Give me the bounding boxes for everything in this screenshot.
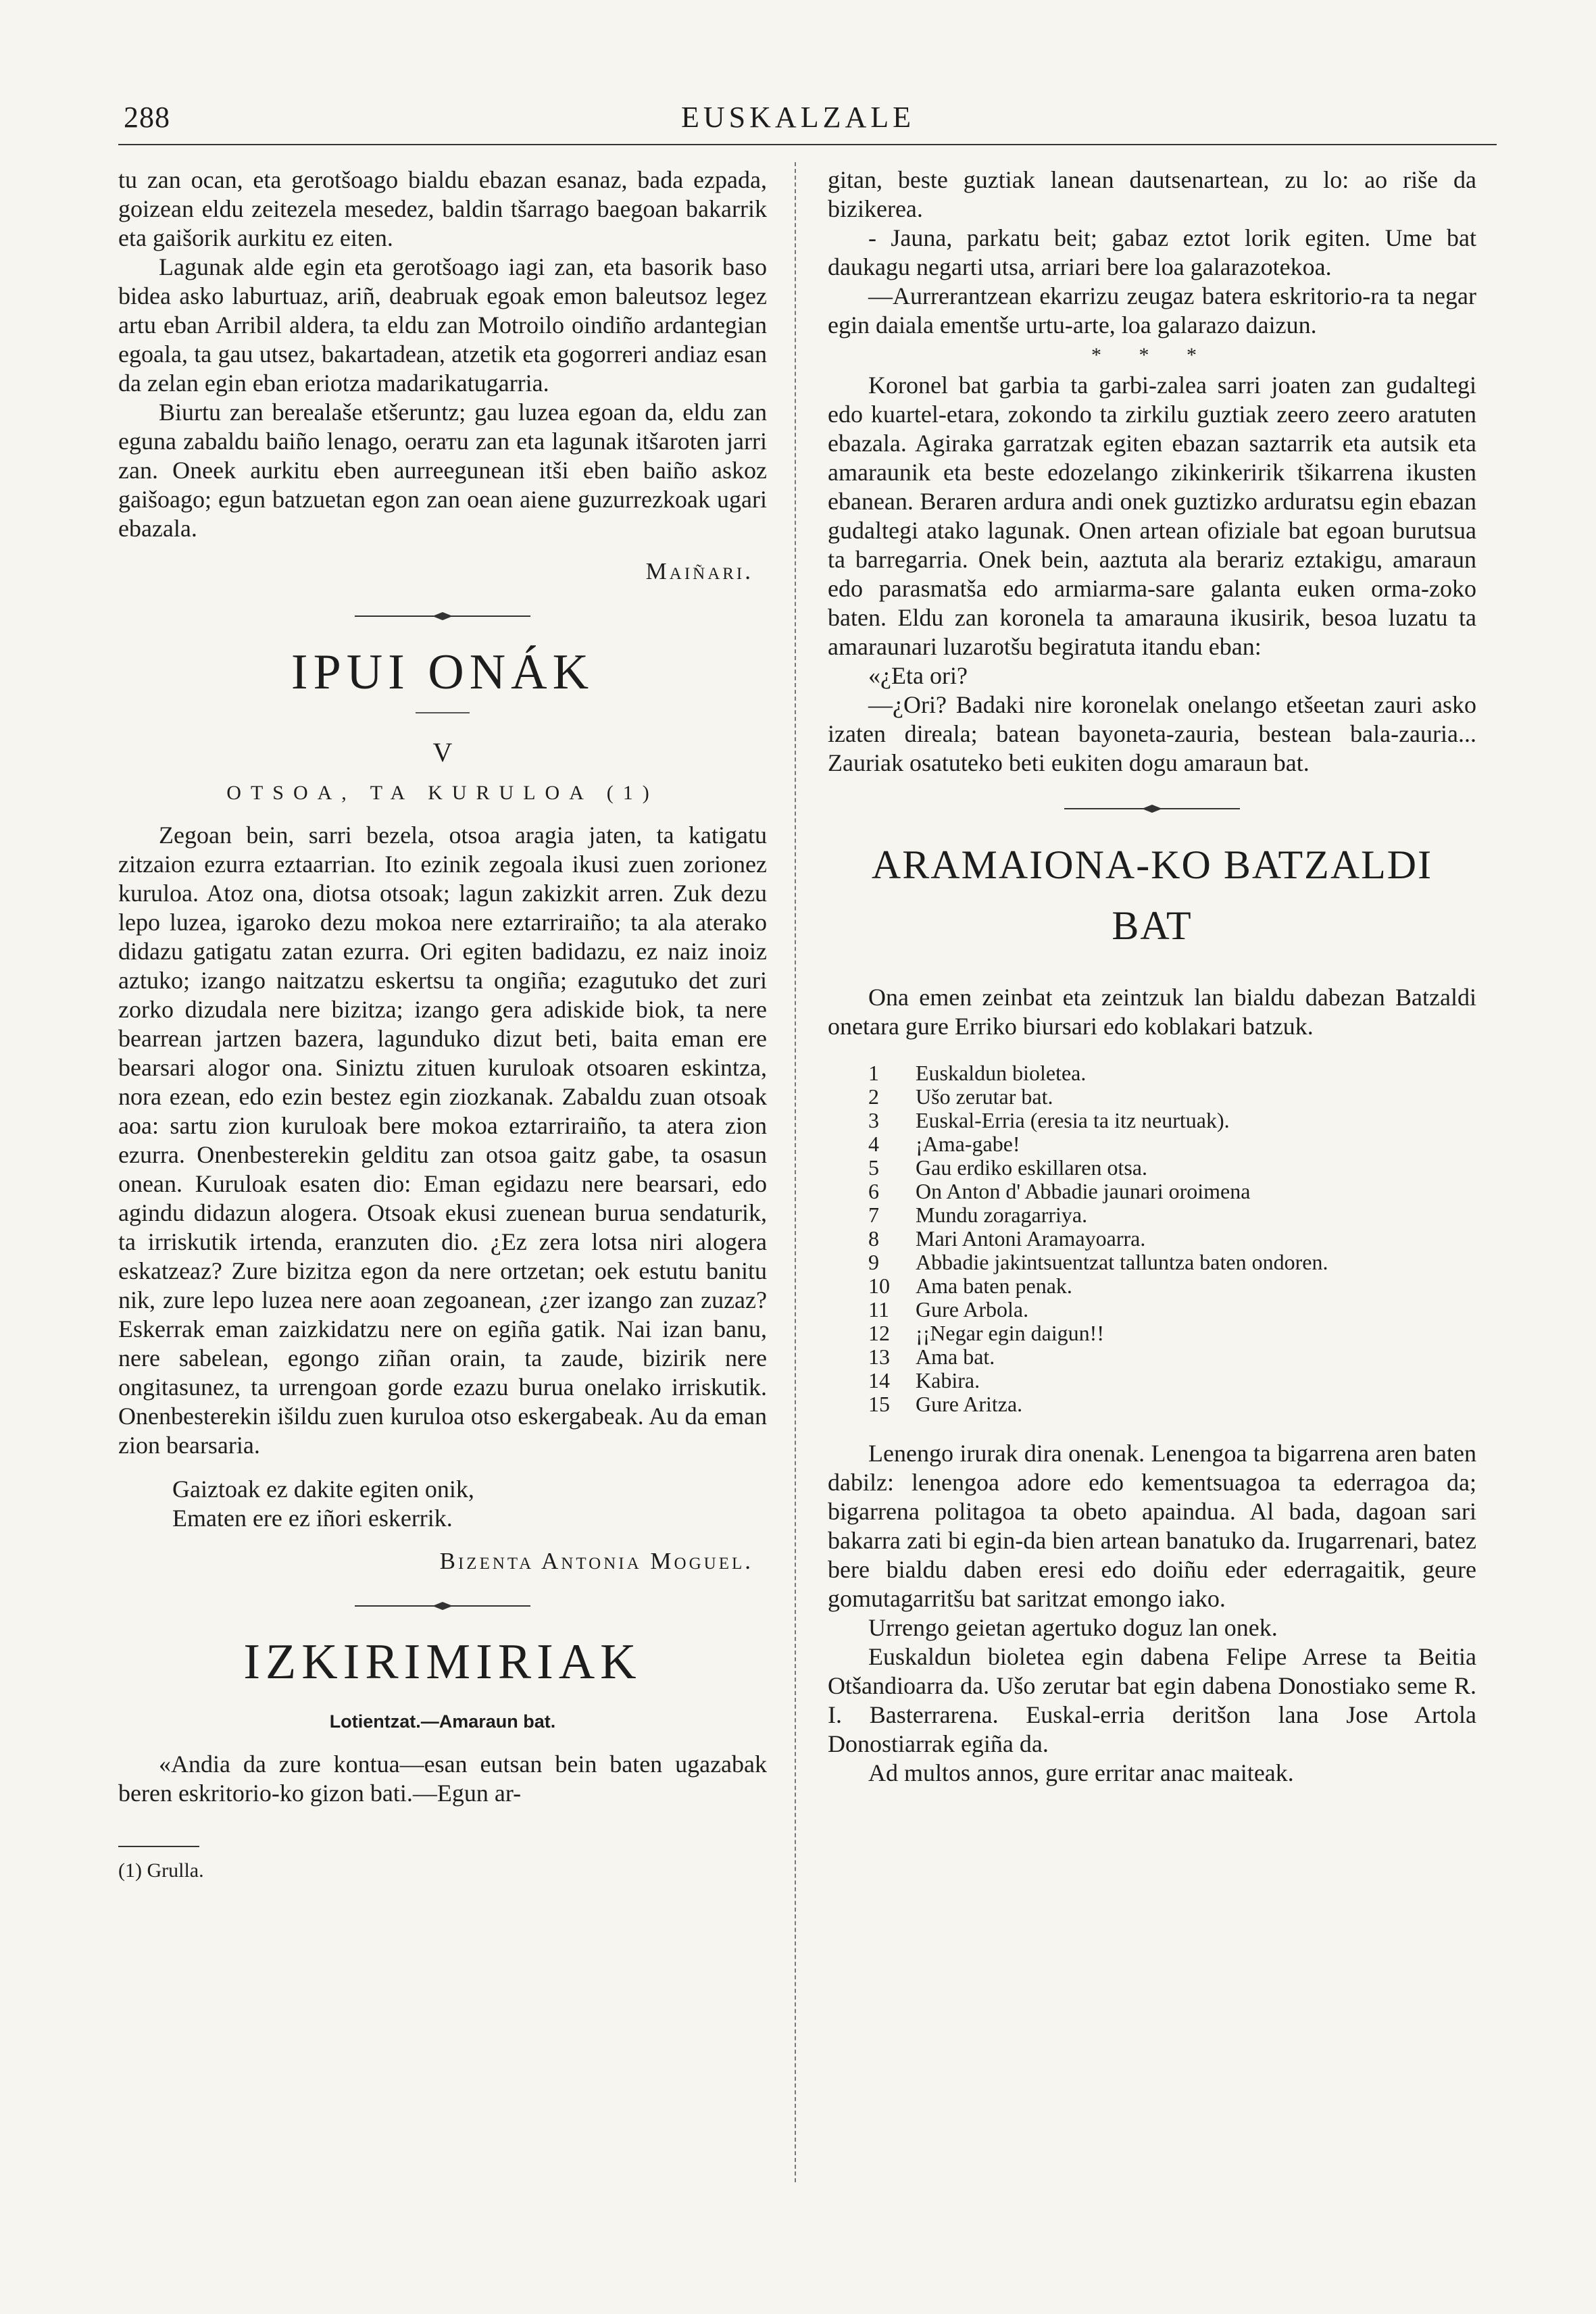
- list-item-title: Gure Aritza.: [916, 1392, 1023, 1416]
- list-item-title: Abbadie jakintsuentzat talluntza baten ondoren.: [916, 1250, 1328, 1274]
- list-item-number: 13: [868, 1344, 890, 1369]
- list-item: [868, 1180, 1476, 1203]
- list-item-title: ¡Ama-gabe!: [916, 1132, 1020, 1156]
- list-item-number: 10: [868, 1274, 890, 1298]
- list-item-number: 8: [868, 1226, 879, 1251]
- section-title-izkirimiriak: IZKIRIMIRIAK: [243, 1634, 642, 1690]
- list-item: [868, 1061, 1476, 1085]
- list-item: [868, 1203, 1476, 1227]
- paragraph: —Aurrerantzean ekarrizu zeugaz batera eskritorio-ra ta negar egin daiala ementše urtu-arte, loa galarazo daizun.: [828, 282, 1476, 338]
- paragraph: Lenengo irurak dira onenak. Lenengoa ta bigarrena aren baten dabilz: lenengoa adore edo kementsuagoa ta ederragoa da; bigarrena politagoa ta obeto apaindua. Al bada, dagoan sari bakarra zati bi egin-da bien artean banatuko da. Irugarrenari, batez bere bialdu daben eresi edo doiñu eder ederragaitik, geure gomutagarritšu bat saritzat emongo iako.: [828, 1440, 1476, 1612]
- paragraph: Koronel bat garbia ta garbi-zalea sarri joaten zan gudaltegi edo kuartel-etara, zokondo ta zirkilu guztiak zeero zeero aratuten ebazala. Agiraka garratzak egiten ebazan saztarrik eta autsik eta amaraunik eta beste edozelango zikinkeririk tšikarrena ikusten ebanean. Beraren ardura andi onek guztizko arduratsu egin ebazan gudaltegi atako lagunak. Onen artean ofiziale bat egoan burutsua ta barregarria. Onek bein, aaztuta ala berariz eztakigu, amaraun edo parasmatša edo armiarma-sare galanta euken orma-zoko baten. Eldu zan koronela ta amarauna ikusirik, besoa luzatu ta amaraunari luzarotšu begiratuta itandu eban:: [828, 372, 1476, 660]
- list-item: [868, 1132, 1476, 1156]
- paragraph: Ona emen zeinbat eta zeintzuk lan bialdu dabezan Batzaldi onetara gure Erriko biursari edo koblakari batzuk.: [828, 984, 1476, 1040]
- story-subtitle: OTSOA, TA KURULOA (1): [226, 782, 659, 804]
- list-item-title: Mari Antoni Aramayoarra.: [916, 1226, 1146, 1251]
- list-item-number: 9: [868, 1250, 879, 1274]
- divider: [416, 712, 470, 713]
- right-column: [828, 166, 1476, 1788]
- paragraph: Euskaldun bioletea egin dabena Felipe Arrese ta Beitia Otšandioarra da. Ušo zerutar bat egin dabena Donostiako seme R. I. Basterrarena. Euskal-erria deritšon lana Jose Artola Donostiarrak egiña da.: [828, 1643, 1476, 1757]
- list-item: [868, 1109, 1476, 1132]
- list-item-title: Gure Arbola.: [916, 1297, 1029, 1322]
- paragraph: Zegoan bein, sarri bezela, otsoa aragia jaten, ta katigatu zitzaion ezurra eztaarrian. Ito ezinik zegoala ikusi zuen zorionez kuruloa. Atoz ona, diotsa otsoak; lagun zakizkit arren. Zuk dezu lepo luzea, igaroko dezu mokoa nere eztarriraiño; ta ala aterako didazu gatigatu zatan ezurra. Ori egiten badidazu, ez naiz inoiz aztuko; izango naitzatzu eskertsu ta ongiña; ezagutuko det zuri zorko dizudala nere bizitza; izango gera adiskide biok, ta nere bearrean jartzen bazera, lagunduko dizut beti, baita eman ere bearsari alogor ona. Siniztu zituen kuruloak otsoaren eskintza, nora ezean, edo ezin bestez egin ziozkanak. Zabaldu zuan otsoak aoa: sartu zion kuruloak bere mokoa eztarriraiño, ta atera zion ezurra. Onenbesterekin gelditu zan otsoa gaitz gabe, ta osasun onean. Kuruloak esaten dio: Eman egidazu nere bearsari, edo agindu didazun alogera. Otsoak ekusi zuenean burua sendaturik, ta irriskutik irtenda, eranzuten dio. ¿Ez zera lotsa niri alogera eskatzeaz? Zure bizitza egon da nere ortzetan; oek estutu banitu nik, zure lepo luzea nere aoan zegoanean, ¿zer izango zan zuzaz? Eskerrak eman zaizkidatzu nere on egiña gatik. Nai izan banu, nere sabelean, egongo ziñan orain, ta zaude, bizirik nere ongitasunez, ta urrengoan gorde ezazu burua onelako irriskutik. Onenbesterekin išildu zuen kuruloa otso eskergabeak. Au da eman zion bearsaria.: [118, 822, 767, 1459]
- signature-mainari: Maiñari.: [645, 558, 753, 584]
- list-item-title: Euskal-Erria (eresia ta itz neurtuak).: [916, 1108, 1230, 1132]
- list-item-title: Kabira.: [916, 1368, 980, 1392]
- list-item: [868, 1274, 1476, 1298]
- verse-line: Ematen ere ez iñori eskerrik.: [172, 1505, 453, 1532]
- list-item-title: Euskaldun bioletea.: [916, 1061, 1087, 1085]
- list-item-title: ¡¡Negar egin daigun!!: [916, 1321, 1104, 1345]
- list-item-title: Ama bat.: [916, 1344, 995, 1369]
- list-item-number: 2: [868, 1084, 879, 1109]
- header-rule: [118, 144, 1497, 145]
- chapter-numeral: V: [432, 737, 453, 768]
- paragraph: gitan, beste guztiak lanean dautsenartean, zu lo: ao riše da bizikerea.: [828, 166, 1476, 222]
- list-item: [868, 1369, 1476, 1392]
- list-item: [868, 1227, 1476, 1251]
- paragraph: Lagunak alde egin eta gerotšoago iagi zan, eta basorik baso bidea asko laburtuaz, ariñ, deabruak egoak emon baleutsoz legez artu eban Arribil aldera, ta eldu zan Motroilo oindiño ardantegian egoala, ta gau utsez, bakartadean, atzetik eta gogorreri andiaz esan da zelan egin eban eriotza madarikatugarria.: [118, 253, 767, 397]
- list-item: [868, 1085, 1476, 1109]
- left-column: [118, 166, 767, 1882]
- ornamental-separator: [828, 803, 1476, 814]
- list-item-number: 12: [868, 1321, 890, 1345]
- footnote: (1) Grulla.: [118, 1859, 204, 1882]
- paragraph: - Jauna, parkatu beit; gabaz eztot lorik egiten. Ume bat daukagu negarti utsa, arriari bere loa galarazotekoa.: [828, 224, 1476, 280]
- asterism: * * *: [1091, 344, 1213, 366]
- dedication: Lotientzat.—Amaraun bat.: [329, 1711, 556, 1732]
- list-item: [868, 1156, 1476, 1180]
- entries-list: [868, 1061, 1476, 1416]
- list-item-number: 6: [868, 1179, 879, 1203]
- paragraph: Biurtu zan berealaše etšeruntz; gau luzea egoan da, eldu zan eguna zabaldu baiño lenago, oerатu zan eta lagunak itšaroten jarri zan. Oneek aurkitu eben aurreegunean itši eben baiño askoz gaišoago; egun batzuetan egon zan oean aiene guzurrezkoak ugari ebazala.: [118, 399, 767, 542]
- list-item-number: 11: [868, 1297, 889, 1322]
- list-item-title: On Anton d' Abbadie jaunari oroimena: [916, 1179, 1251, 1203]
- list-item: [868, 1251, 1476, 1274]
- list-item-number: 14: [868, 1368, 890, 1392]
- paragraph: Urrengo geietan agertuko doguz lan onek.: [868, 1614, 1278, 1641]
- section-title-ipui-onak: IPUI ONÁK: [291, 645, 595, 700]
- list-item-number: 15: [868, 1392, 890, 1416]
- page-number: 288: [124, 101, 170, 134]
- ornamental-separator: [118, 611, 767, 622]
- verse-line: Gaiztoak ez dakite egiten onik,: [172, 1476, 474, 1503]
- list-item: [868, 1392, 1476, 1416]
- list-item-title: Ušo zerutar bat.: [916, 1084, 1053, 1109]
- section-title-aramaiona: ARAMAIONA-KO BATZALDI BAT: [871, 842, 1433, 948]
- list-item-number: 5: [868, 1155, 879, 1180]
- list-item-title: Mundu zoragarriya.: [916, 1203, 1088, 1227]
- list-item: [868, 1345, 1476, 1369]
- list-item-title: Gau erdiko eskillaren otsa.: [916, 1155, 1147, 1180]
- signature-moguel: Bizenta Antonia Moguel.: [439, 1548, 753, 1574]
- list-item-title: Ama baten penak.: [916, 1274, 1072, 1298]
- list-item-number: 3: [868, 1108, 879, 1132]
- paragraph: tu zan ocan, eta gerotšoago bialdu ebazan esanaz, bada ezpada, goizean eldu zeitezela mesedez, baldin tšarrago baegoan bakarrik eta gaišorik aurkitu ez eiten.: [118, 166, 767, 251]
- paragraph: —¿Ori? Badaki nire koronelak onelango etšeetan zauri asko izaten direala; batean bayoneta-zauria, bestean bala-zauria... Zauriak osatuteko beti eukiten dogu amaraun bat.: [828, 691, 1476, 776]
- paragraph: «Andia da zure kontua—esan eutsan bein baten ugazabak beren eskritorio-ko gizon bati.—Egun ar-: [118, 1751, 767, 1807]
- footnote-rule: [118, 1846, 199, 1847]
- list-item-number: 1: [868, 1061, 879, 1085]
- ornamental-separator: [118, 1601, 767, 1611]
- paragraph: «¿Eta ori?: [868, 662, 968, 689]
- list-item-number: 4: [868, 1132, 879, 1156]
- list-item: [868, 1298, 1476, 1322]
- list-item-number: 7: [868, 1203, 879, 1227]
- list-item: [868, 1322, 1476, 1345]
- paragraph: Ad multos annos, gure erritar anac maiteak.: [868, 1759, 1294, 1786]
- column-divider: [795, 162, 796, 2182]
- verse: [118, 1475, 767, 1533]
- running-head: EUSKALZALE: [681, 101, 915, 134]
